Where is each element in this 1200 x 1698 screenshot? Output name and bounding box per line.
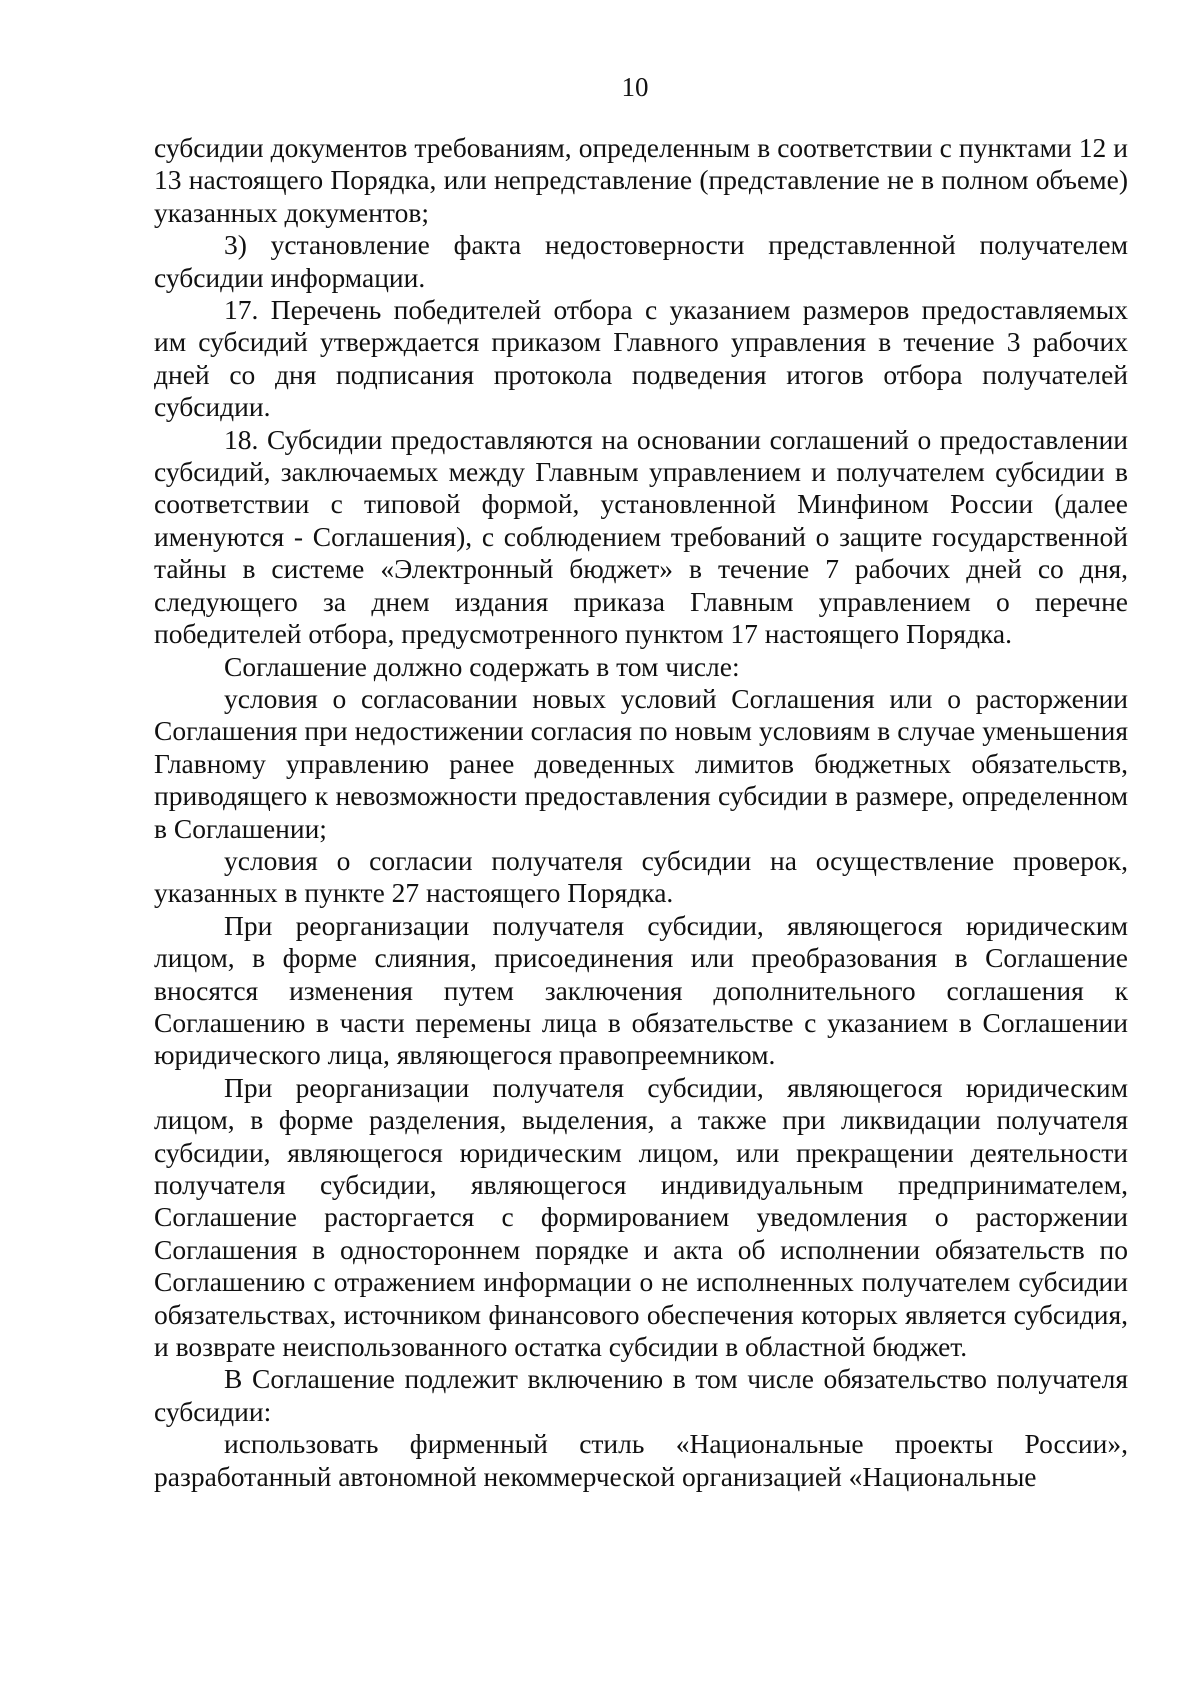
paragraph-continuation: субсидии документов требованиям, определенным в соответствии с пунктами 12 и 13 настоящего Порядка, или непредставление (представление не в полном объеме) указанных документов; xyxy=(154,132,1128,228)
paragraph-clause-18: 18. Субсидии предоставляются на основании соглашений о предоставлении субсидий, заключаемых между Главным управлением и получателем субсидии в соответствии с типовой формой, установленной Минфином России (далее именуются - Соглашения), с соблюдением требований о защите государственной тайны в системе «Электронный бюджет» в течение 7 рабочих дней со дня, следующего за днем издания приказа Главным управлением о перечне победителей отбора, предусмотренного пунктом 17 настоящего Порядка. xyxy=(154,423,1128,650)
paragraph-clause-17: 17. Перечень победителей отбора с указанием размеров предоставляемых им субсидий утверждается приказом Главного управления в течение 3 рабочих дней со дня подписания протокола подведения итогов отбора получателей субсидии. xyxy=(154,294,1128,423)
paragraph-reorganization-merger: При реорганизации получателя субсидии, являющегося юридическим лицом, в форме слияния, присоединения или преобразования в Соглашение вносятся изменения путем заключения дополнительного соглашения к Соглашению в части перемены лица в обязательстве с указанием в Соглашении юридического лица, являющегося правопреемником. xyxy=(154,909,1128,1071)
paragraph-agreement-contents: Соглашение должно содержать в том числе: xyxy=(224,650,740,682)
document-body xyxy=(154,132,1128,1493)
page-number: 10 xyxy=(621,72,649,102)
paragraph-reorganization-division: При реорганизации получателя субсидии, являющегося юридическим лицом, в форме разделения, выделения, а также при ликвидации получателя субсидии, являющегося юридическим лицом, или прекращении деятельности получателя субсидии, являющегося индивидуальным предпринимателем, Соглашение расторгается с формированием уведомления о расторжении Соглашения в одностороннем порядке и акта об исполнении обязательств по Соглашению с отражением информации о не исполненных получателем субсидии обязательствах, источником финансового обеспечения которых является субсидия, и возврате неиспользованного остатка субсидии в областной бюджет. xyxy=(154,1071,1128,1363)
paragraph-agreement-condition-2: условия о согласии получателя субсидии на осуществление проверок, указанных в пункте 27 настоящего Порядка. xyxy=(154,844,1128,909)
paragraph-agreement-condition-1: условия о согласовании новых условий Соглашения или о расторжении Соглашения при недостижении согласия по новым условиям в случае уменьшения Главному управлению ранее доведенных лимитов бюджетных обязательств, приводящего к невозможности предоставления субсидии в размере, определенном в Соглашении; xyxy=(154,682,1128,844)
paragraph-recipient-obligation: В Соглашение подлежит включению в том числе обязательство получателя субсидии: xyxy=(154,1363,1128,1427)
paragraph-corporate-style: использовать фирменный стиль «Национальные проекты России», разработанный автономной некоммерческой организацией «Национальные xyxy=(154,1428,1128,1492)
paragraph-item-3: 3) установление факта недостоверности представленной получателем субсидии информации. xyxy=(154,229,1128,293)
